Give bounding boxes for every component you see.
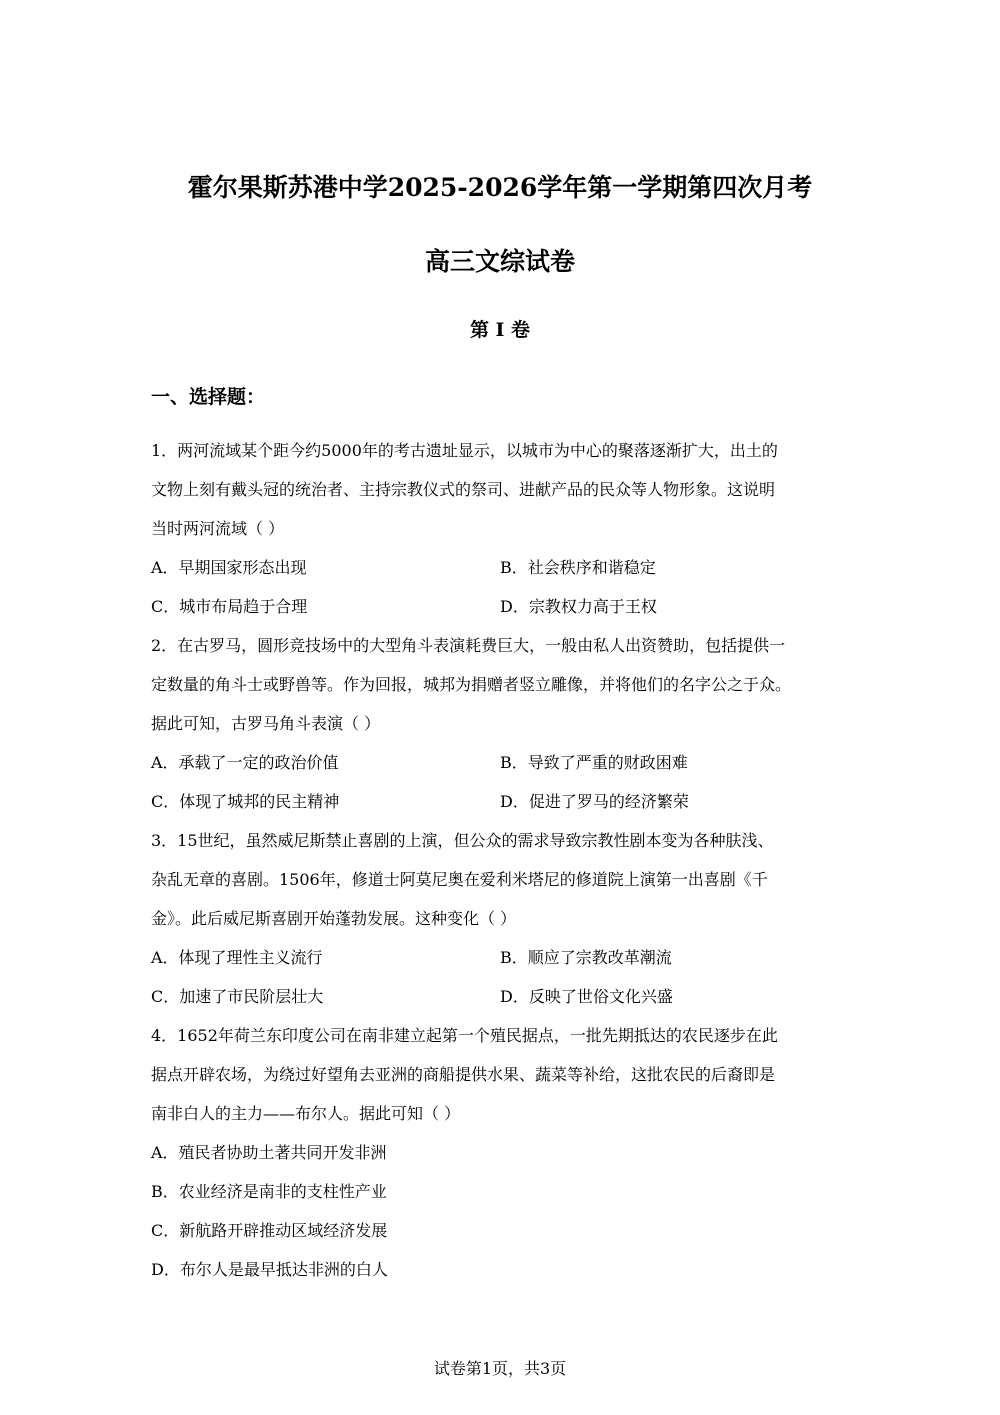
question-stem-line: 定数量的角斗士或野兽等。作为回报，城邦为捐赠者竖立雕像，并将他们的名字公之于众。 [151, 675, 792, 694]
question-4 [151, 1016, 851, 1289]
options-row [151, 743, 851, 782]
question-stem-line: 杂乱无章的喜剧。1506年，修道士阿莫尼奥在爱利米塔尼的修道院上演第一出喜剧《千 [151, 870, 768, 889]
question-1 [151, 431, 851, 626]
option-c[interactable]: C．城市布局趋于合理 [151, 597, 308, 616]
question-stem-line: 金》。此后威尼斯喜剧开始蓬勃发展。这种变化（ ） [151, 909, 517, 928]
exam-title-line2: 高三文综试卷 [424, 247, 575, 276]
question-stem-line: 4．1652年荷兰东印度公司在南非建立起第一个殖民据点，一批先期抵达的农民逐步在此 [151, 1026, 778, 1045]
question-stem-line: 2．在古罗马，圆形竞技场中的大型角斗表演耗费巨大，一般由私人出资赞助，包括提供一 [151, 636, 786, 655]
question-stem-line: 据此可知，古罗马角斗表演（ ） [151, 714, 381, 733]
option-c[interactable]: C．体现了城邦的民主精神 [151, 792, 340, 811]
options-row [151, 977, 851, 1016]
volume-label: 第 I 卷 [469, 319, 531, 341]
option-c[interactable]: C．加速了市民阶层壮大 [151, 987, 324, 1006]
option-a[interactable]: A．承载了一定的政治价值 [151, 753, 339, 772]
exam-title-line1: 霍尔果斯苏港中学2025-2026学年第一学期第四次月考 [187, 173, 813, 202]
option-d[interactable]: D．反映了世俗文化兴盛 [500, 987, 673, 1006]
option-d[interactable]: D．促进了罗马的经济繁荣 [500, 792, 689, 811]
question-2 [151, 626, 851, 821]
question-3 [151, 821, 851, 1016]
question-stem-line: 1．两河流域某个距今约5000年的考古遗址显示，以城市为中心的聚落逐渐扩大，出土的 [151, 441, 778, 460]
option-b[interactable]: B．农业经济是南非的支柱性产业 [151, 1182, 387, 1201]
section-heading: 一、选择题： [151, 386, 266, 408]
option-b[interactable]: B．导致了严重的财政困难 [500, 753, 688, 772]
question-stem-line: 3．15世纪，虽然威尼斯禁止喜剧的上演，但公众的需求导致宗教性剧本变为各种肤浅、 [151, 831, 774, 850]
option-d[interactable]: D．布尔人是最早抵达非洲的白人 [151, 1260, 388, 1279]
questions-container [151, 431, 851, 1289]
options-row [151, 782, 851, 821]
option-a[interactable]: A．殖民者协助土著共同开发非洲 [151, 1143, 387, 1162]
options-row [151, 938, 851, 977]
option-b[interactable]: B．顺应了宗教改革潮流 [500, 948, 672, 967]
page-footer: 试卷第1页，共3页 [433, 1359, 567, 1378]
option-b[interactable]: B．社会秩序和谐稳定 [500, 558, 656, 577]
option-a[interactable]: A．体现了理性主义流行 [151, 948, 323, 967]
option-d[interactable]: D．宗教权力高于王权 [500, 597, 657, 616]
option-c[interactable]: C．新航路开辟推动区域经济发展 [151, 1221, 388, 1240]
options-row [151, 587, 851, 626]
option-a[interactable]: A．早期国家形态出现 [151, 558, 307, 577]
question-stem-line: 南非白人的主力——布尔人。据此可知（ ） [151, 1104, 461, 1123]
question-stem-line: 文物上刻有戴头冠的统治者、主持宗教仪式的祭司、进献产品的民众等人物形象。这说明 [151, 480, 776, 499]
question-stem-line: 据点开辟农场，为绕过好望角去亚洲的商船提供水果、蔬菜等补给，这批农民的后裔即是 [151, 1065, 776, 1084]
question-stem-line: 当时两河流域（ ） [151, 519, 285, 538]
options-row [151, 548, 851, 587]
